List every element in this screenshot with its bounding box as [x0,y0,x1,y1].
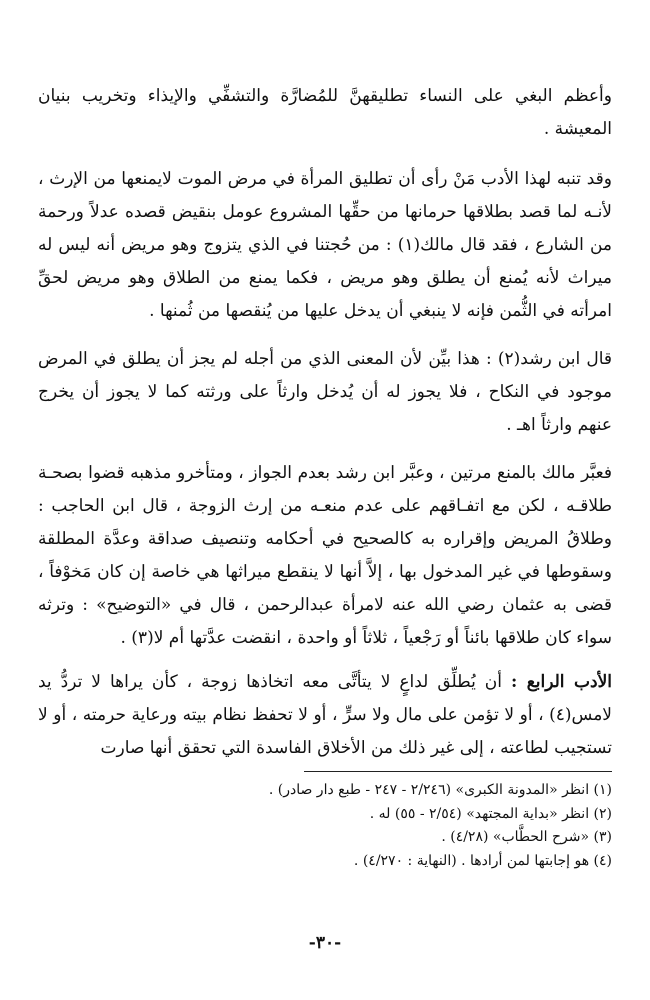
footnote-4: (٤) هو إجابتها لمن أرادها . (النهاية : ٤/٢٧٠) . [353,852,612,869]
paragraph-2: وقد تنبه لهذا الأدب مَنْ رأى أن تطليق المرأة في مرض الموت لايمنعها من الإرث ، لأنـه لما قصد بطلاقها حرمانها من حقِّها المشروع عومل بنقيض قصده عدلاً ورحمة من الشارع ، فقد قال مالك(١) : من حُجتنا في الذي يتزوج وهو مريض أنه ليس له ميراث لأنه يُمنع أن يطلق وهو مريض ، فكما يمنع من الطلاق وهو مريض لحقِّ امرأته في الثُّمن فإنه لا ينبغي أن يدخل عليها من يُنقصها من ثُمنها . [38,169,612,321]
footnote-separator [304,771,612,772]
paragraph-5-text: أن يُطلِّق لداعٍ لا يتأتَّى معه اتخاذها زوجة ، كأن يراها لا تردُّ يد لامس(٤) ، أو لا تؤمن على مال ولا سرٍّ ، أو لا تحفظ نظام بيته ورعاية حرمته ، أو لا تستجيب لطاعته ، إلى غير ذلك من الأخلاق الفاسدة التي تحقق أنها صارت [38,672,612,758]
footnote-2: (٢) انظر «بداية المجتهد» (٢/٥٤ - ٥٥) له . [369,805,612,822]
footnotes [38,779,612,873]
paragraph-5 [38,666,612,765]
paragraph-3: قال ابن رشد(٢) : هذا بيِّن لأن المعنى الذي من أجله لم يجز أن يطلق في المرض موجود في النكاح ، فلا يجوز له أن يُدخل وارثاً على ورثته كما لا يجوز أن يخرج عنهم وارثاً اهـ . [38,349,612,435]
footnote-3: (٣) «شرح الحطَّاب» (٤/٢٨) . [441,829,612,845]
paragraph-4: فعبَّر مالك بالمنع مرتين ، وعبَّر ابن رشد بعدم الجواز ، ومتأخرو مذهبه قضوا بصحـة طلاقـه ، لكن مع اتفـاقهم على عدم منعـه من إرث الزوجة ، قال ابن الحاجب : وطلاقُ المريض وإقراره به كالصحيح في أحكامه وتنصيف صداقة وعدَّة المطلقة وسقوطها في غير المدخول بها ، إلاَّ أنها لا ينقطع ميراثها هي خاصة إن كان مَخوْفاً ، قضى به عثمان رضي الله عنه لامرأة عبدالرحمن ، قال في «التوضيح» : وترثه سواء كان طلاقها بائناً أو رَجْعياً ، ثلاثاً أو واحدة ، انقضت عدَّتها أم لا(٣) . [38,463,613,648]
section-heading-fourth-etiquette: الأدب الرابع : [510,672,612,692]
footnote-1: (١) انظر «المدونة الكبرى» (٢/٢٤٦ - ٢٤٧ - طبع دار صادر) . [268,782,612,798]
paragraph-1: وأعظم البغي على النساء تطليقهنَّ للمُضارَّة والتشفِّي والإيذاء وتخريب بنيان المعيشة . [38,86,612,139]
page-number: -٣٠- [308,933,342,953]
